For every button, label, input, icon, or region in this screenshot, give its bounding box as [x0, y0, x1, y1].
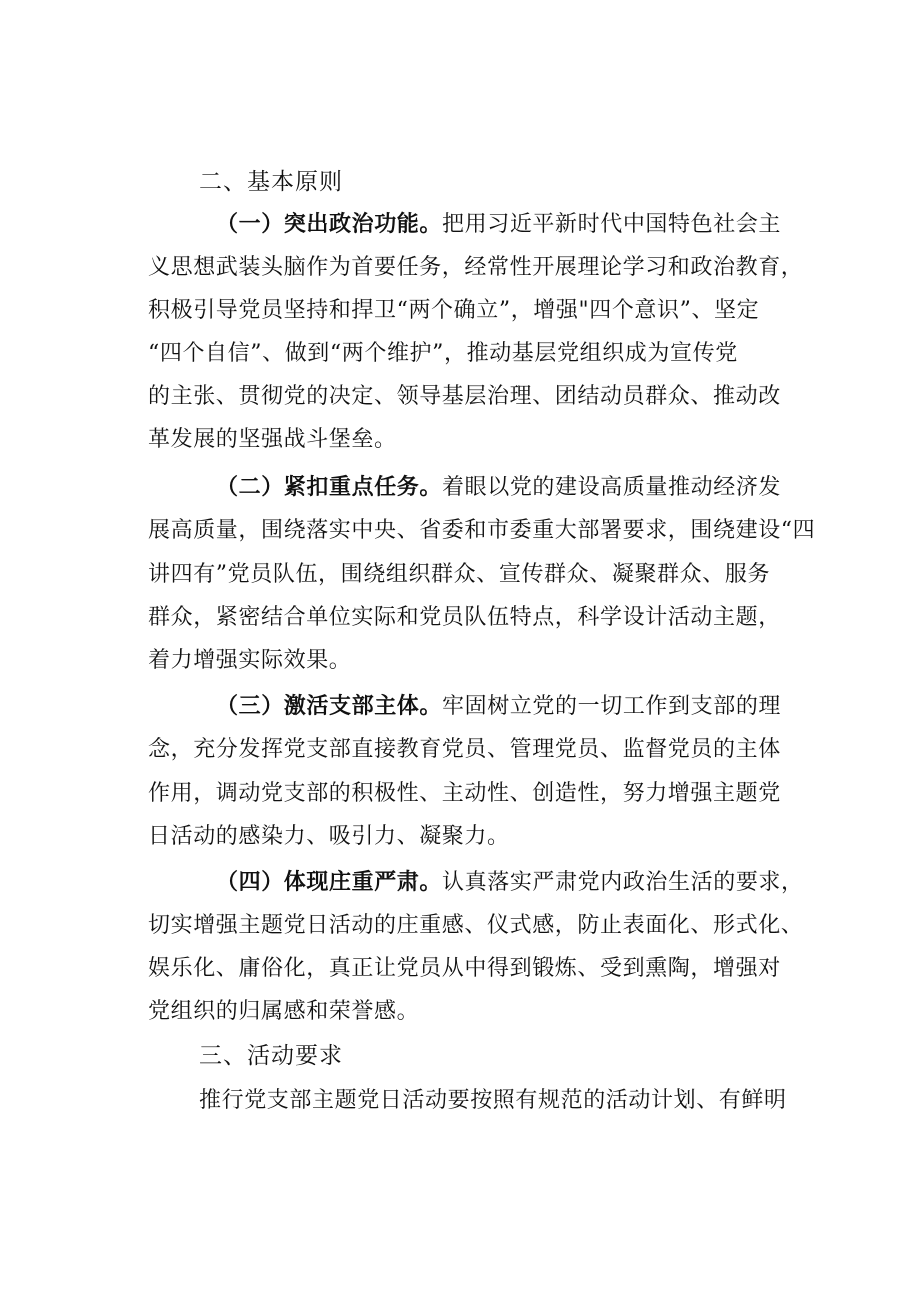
paragraph-line: 推行党支部主题党日活动要按照有规范的活动计划、有鲜明 [199, 1088, 787, 1113]
paragraph-line: 念，充分发挥党支部直接教育党员、管理党员、监督党员的主体 [148, 737, 781, 762]
paragraph-line: 党组织的归属感和荣誉感。 [148, 999, 420, 1024]
paragraph-line [216, 466, 781, 510]
paragraph-line: 义思想武装头脑作为首要任务，经常性开展理论学习和政治教育， [148, 255, 804, 280]
paragraph-line: 群众，紧密结合单位实际和党员队伍特点，科学设计活动主题， [148, 605, 781, 630]
paragraph-lead: （一）突出政治功能。 [216, 212, 443, 237]
paragraph-line [216, 861, 804, 905]
paragraph-line [216, 203, 781, 247]
paragraph-line: 展高质量，围绕落实中央、省委和市委重大部署要求，围绕建设“四 [148, 518, 816, 543]
paragraph-line: 着力增强实际效果。 [148, 648, 352, 673]
paragraph-line [216, 685, 781, 729]
paragraph-line: 日活动的感染力、吸引力、凝聚力。 [148, 824, 510, 849]
paragraph-text: 着眼以党的建设高质量推动经济发 [442, 475, 782, 500]
paragraph-line: 作用，调动党支部的积极性、主动性、创造性，努力增强主题党 [148, 781, 781, 806]
paragraph-line: “四个自信”、做到“两个维护”，推动基层党组织成为宣传党 [148, 341, 738, 366]
paragraph-text: 牢固树立党的一切工作到支部的理 [442, 694, 782, 719]
paragraph-lead: （三）激活支部主体。 [216, 694, 443, 719]
paragraph-line: 的主张、贯彻党的决定、领导基层治理、团结动员群众、推动改 [148, 384, 781, 409]
paragraph-line: 切实增强主题党日活动的庄重感、仪式感，防止表面化、形式化、 [148, 913, 804, 938]
section-heading: 三、活动要求 [199, 1043, 343, 1069]
section-heading: 二、基本原则 [199, 169, 343, 195]
paragraph-text: 认真落实严肃党内政治生活的要求， [442, 870, 804, 895]
paragraph-lead: （二）紧扣重点任务。 [216, 475, 443, 500]
paragraph-line: 讲四有”党员队伍，围绕组织群众、宣传群众、凝聚群众、服务 [148, 562, 771, 587]
paragraph-lead: （四）体现庄重严肃。 [216, 870, 443, 895]
paragraph-line: 积极引导党员坚持和捍卫“两个确立”，增强"四个意识”、坚定 [148, 298, 760, 323]
paragraph-line: 娱乐化、庸俗化，真正让党员从中得到锻炼、受到熏陶，增强对 [148, 956, 781, 981]
paragraph-text: 把用习近平新时代中国特色社会主 [442, 212, 782, 237]
paragraph-line: 革发展的坚强战斗堡垒。 [148, 427, 397, 452]
